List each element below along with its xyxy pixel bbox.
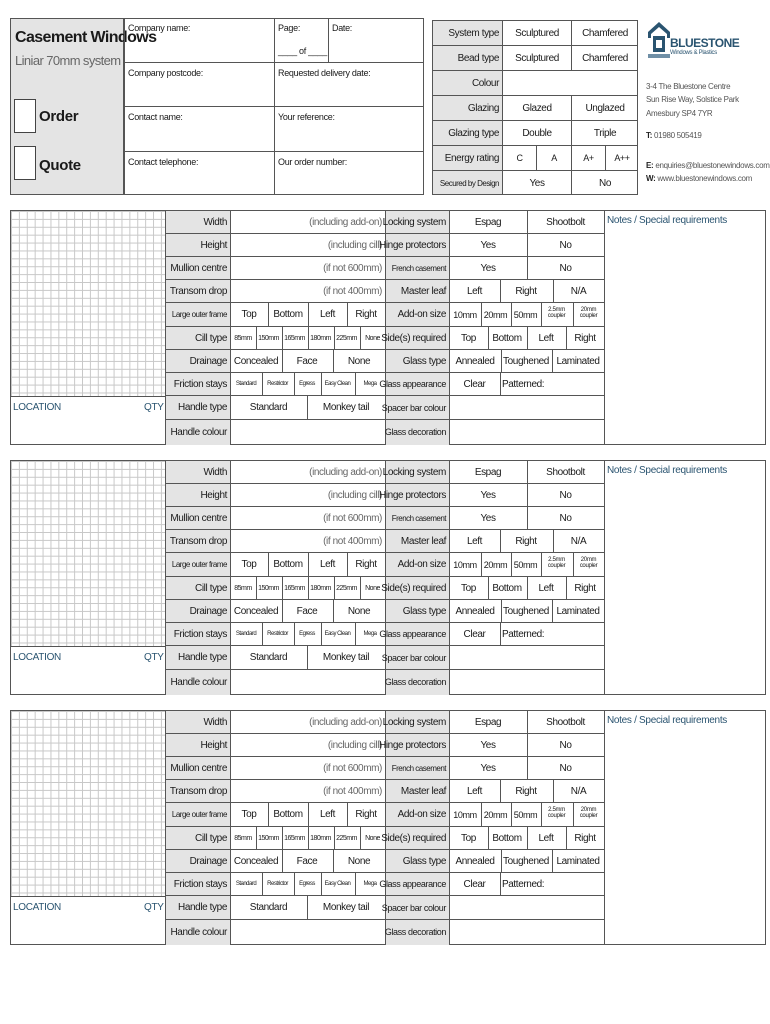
height-label: Height (200, 489, 227, 501)
addon-10mm-option[interactable]: 10mm (453, 809, 477, 820)
energy-aplusplus-option[interactable]: A++ (614, 153, 630, 163)
system-type-chamfered-option[interactable]: Chamfered (582, 27, 628, 39)
locking-espag-option[interactable]: Espag (474, 466, 502, 478)
cill-225-option[interactable]: 225mm (336, 834, 357, 842)
energy-aplus-option[interactable]: A+ (583, 153, 594, 163)
friction-standard-option[interactable]: Standard (235, 631, 257, 637)
handle-colour-label: Handle colour (170, 426, 227, 438)
system-type-label: System type (448, 27, 499, 39)
cill-180-option[interactable]: 180mm (310, 834, 331, 842)
transom-drop-label: Transom drop (169, 535, 227, 547)
glass-laminated-option[interactable]: Laminated (556, 605, 600, 617)
company-email (646, 161, 770, 170)
sides-bottom-option[interactable]: Bottom (492, 832, 522, 844)
bead-type-label: Bead type (457, 52, 499, 64)
sketch-grid[interactable] (11, 211, 165, 396)
locking-espag-option[interactable]: Espag (474, 716, 502, 728)
addon-2-5mm-coupler-option[interactable] (541, 807, 572, 819)
hinge-protectors-label: Hinge protectors (379, 489, 446, 501)
company-address-line1: 3-4 The Bluestone Centre (646, 82, 731, 91)
hinge-no-option[interactable]: No (559, 489, 572, 501)
friction-stays-label: Friction stays (173, 378, 227, 390)
addon-2-5mm-coupler-option[interactable] (541, 557, 572, 569)
location-label: LOCATION (13, 402, 61, 413)
width-label: Width (203, 216, 227, 228)
bluestone-logo (646, 20, 766, 66)
option-divider (500, 622, 501, 645)
handle-monkey-tail-option[interactable]: Monkey tail (322, 652, 370, 663)
large-outer-frame-label: Large outer frame (171, 560, 227, 569)
addon-50mm-option[interactable]: 50mm (513, 809, 538, 820)
order-checkbox[interactable] (14, 99, 36, 133)
bead-type-sculptured-option[interactable]: Sculptured (515, 52, 559, 64)
frame-left-option[interactable]: Left (319, 809, 336, 820)
friction-standard-option[interactable]: Standard (235, 881, 257, 887)
frame-top-option[interactable]: Top (241, 309, 257, 320)
contact-name-field[interactable]: Contact name: (128, 112, 183, 122)
glass-decoration-label: Glass decoration (384, 427, 446, 437)
glass-patterned-field[interactable]: Patterned: (502, 378, 545, 390)
option-divider (500, 372, 501, 395)
locking-espag-option[interactable]: Espag (474, 216, 502, 228)
spacer-bar-colour-label: Spacer bar colour (381, 402, 446, 413)
glass-laminated-option[interactable]: Laminated (556, 855, 600, 867)
french-casement-label: French casement (391, 763, 446, 773)
width-input[interactable]: (including add-on) (309, 216, 382, 228)
addon-20mm-option[interactable]: 20mm (483, 309, 508, 320)
master-leaf-label: Master leaf (400, 535, 446, 547)
requested-delivery-field[interactable]: Requested delivery date: (278, 68, 371, 78)
form-subtitle: Liniar 70mm system (15, 53, 121, 68)
spacer-bar-colour-label: Spacer bar colour (381, 902, 446, 913)
glass-toughened-option[interactable]: Toughened (503, 855, 549, 867)
drainage-label: Drainage (189, 855, 227, 867)
spacer-bar-colour-input[interactable] (450, 896, 604, 919)
large-outer-frame-label: Large outer frame (171, 310, 227, 319)
company-name-field[interactable]: Company name: (128, 23, 191, 33)
drainage-none-option[interactable]: None (347, 855, 371, 867)
master-leaf-right-option[interactable]: Right (515, 785, 537, 797)
frame-left-option[interactable]: Left (319, 559, 336, 570)
glass-annealed-option[interactable]: Annealed (455, 855, 495, 867)
addon-20mm-coupler-option[interactable] (573, 807, 604, 819)
coupler-25-word: coupler (547, 813, 566, 819)
transom-drop-label: Transom drop (169, 285, 227, 297)
sides-left-option[interactable]: Left (538, 582, 554, 594)
cill-225-option[interactable]: 225mm (336, 584, 357, 592)
cill-180-option[interactable]: 180mm (310, 334, 331, 342)
company-postcode-field[interactable]: Company postcode: (128, 68, 203, 78)
bead-type-chamfered-option[interactable]: Chamfered (582, 52, 628, 64)
handle-standard-option[interactable]: Standard (249, 902, 288, 913)
company-address-line2: Sun Rise Way, Solstice Park (646, 95, 739, 104)
french-casement-label: French casement (391, 513, 446, 523)
email-value[interactable]: enquiries@bluestonewindows.com (655, 161, 770, 170)
height-input[interactable]: (including cill) (327, 489, 382, 501)
friction-restrictor-option[interactable]: Restrictor (267, 881, 288, 887)
frame-bottom-option[interactable]: Bottom (273, 559, 303, 570)
cill-165-option[interactable]: 165mm (284, 584, 305, 592)
handle-type-label: Handle type (178, 652, 227, 663)
glass-appearance-label: Glass appearance (379, 379, 446, 389)
energy-rating-label: Energy rating (444, 152, 499, 164)
locking-system-label: Locking system (382, 466, 446, 478)
cill-165-option[interactable]: 165mm (284, 834, 305, 842)
cill-85-option[interactable]: 85mm (234, 834, 252, 842)
glass-decoration-input[interactable] (450, 420, 604, 444)
frame-bottom-option[interactable]: Bottom (273, 309, 303, 320)
locking-shootbolt-option[interactable]: Shootbolt (546, 716, 585, 728)
glass-decoration-label: Glass decoration (384, 927, 446, 937)
cill-150-option[interactable]: 150mm (258, 334, 279, 342)
cill-type-label: Cill type (195, 832, 227, 844)
coupler-25-word: coupler (547, 563, 566, 569)
frame-right-option[interactable]: Right (355, 309, 377, 320)
glass-appearance-label: Glass appearance (379, 629, 446, 639)
glass-decoration-input[interactable] (450, 670, 604, 694)
sketch-grid[interactable] (11, 461, 165, 646)
logo-house-icon (646, 20, 672, 64)
friction-easy-clean-option[interactable]: Easy Clean (324, 381, 351, 387)
cill-none-option[interactable]: None (365, 834, 380, 842)
glass-toughened-option[interactable]: Toughened (503, 355, 549, 367)
master-leaf-right-option[interactable]: Right (515, 535, 537, 547)
hinge-yes-option[interactable]: Yes (480, 739, 496, 751)
addon-20mm-option[interactable]: 20mm (483, 809, 508, 820)
sides-required-label: Side(s) required (381, 332, 446, 344)
coupler-25-size: 2.5mm (548, 557, 565, 563)
glass-patterned-field[interactable]: Patterned: (502, 628, 545, 640)
master-leaf-right-option[interactable]: Right (515, 285, 537, 297)
transom-drop-input[interactable]: (if not 400mm) (323, 285, 382, 297)
mullion-centre-label: Mullion centre (170, 762, 227, 774)
notes-label: Notes / Special requirements (607, 465, 727, 476)
page-of-field[interactable]: ____ of ____ (278, 46, 327, 56)
coupler-20-word: coupler (579, 563, 598, 569)
sides-right-option[interactable]: Right (574, 332, 596, 344)
frame-right-option[interactable]: Right (355, 559, 377, 570)
coupler-20-word: coupler (579, 313, 598, 319)
handle-colour-input[interactable] (231, 670, 385, 694)
master-leaf-left-option[interactable]: Left (466, 785, 483, 797)
locking-shootbolt-option[interactable]: Shootbolt (546, 466, 585, 478)
addon-20mm-coupler-option[interactable] (573, 557, 604, 569)
notes-label: Notes / Special requirements (607, 215, 727, 226)
master-leaf-na-option[interactable]: N/A (570, 535, 587, 547)
coupler-25-size: 2.5mm (548, 807, 565, 813)
cill-type-label: Cill type (195, 332, 227, 344)
tel-value: 01980 505419 (654, 131, 702, 140)
cill-none-option[interactable]: None (365, 584, 380, 592)
unglazed-option[interactable]: Unglazed (585, 102, 625, 114)
colour-label: Colour (471, 77, 499, 89)
friction-stays-label: Friction stays (173, 878, 227, 890)
location-label: LOCATION (13, 652, 61, 663)
double-glazing-option[interactable]: Double (522, 127, 552, 139)
sides-left-option[interactable]: Left (538, 832, 554, 844)
quote-label: Quote (39, 157, 81, 174)
handle-standard-option[interactable]: Standard (249, 402, 288, 413)
hinge-protectors-label: Hinge protectors (379, 739, 446, 751)
friction-mega-option[interactable]: Mega (363, 381, 377, 387)
notes-input[interactable] (605, 480, 765, 694)
cill-165-option[interactable]: 165mm (284, 334, 305, 342)
handle-colour-input[interactable] (231, 920, 385, 944)
glass-toughened-option[interactable]: Toughened (503, 605, 549, 617)
option-divider (500, 872, 501, 895)
spacer-bar-colour-input[interactable] (450, 396, 604, 419)
spacer-bar-colour-label: Spacer bar colour (381, 652, 446, 663)
handle-monkey-tail-option[interactable]: Monkey tail (322, 902, 370, 913)
sides-right-option[interactable]: Right (574, 582, 596, 594)
glass-type-label: Glass type (402, 855, 446, 867)
order-number-field[interactable]: Our order number: (278, 157, 347, 167)
sketch-grid[interactable] (11, 711, 165, 896)
company-telephone (646, 131, 702, 140)
height-label: Height (200, 739, 227, 751)
addon-50mm-option[interactable]: 50mm (513, 309, 538, 320)
friction-stays-label: Friction stays (173, 628, 227, 640)
drainage-face-option[interactable]: Face (296, 605, 318, 617)
cill-85-option[interactable]: 85mm (234, 334, 252, 342)
notes-label: Notes / Special requirements (607, 715, 727, 726)
cill-150-option[interactable]: 150mm (258, 584, 279, 592)
glazing-label: Glazing (467, 102, 499, 114)
hinge-yes-option[interactable]: Yes (480, 239, 496, 251)
glass-clear-option[interactable]: Clear (463, 878, 486, 890)
height-input[interactable]: (including cill) (327, 739, 382, 751)
locking-shootbolt-option[interactable]: Shootbolt (546, 216, 585, 228)
email-label: E: (646, 161, 654, 170)
glazed-option[interactable]: Glazed (522, 102, 552, 114)
addon-20mm-coupler-option[interactable] (573, 307, 604, 319)
drainage-concealed-option[interactable]: Concealed (233, 605, 279, 617)
cill-85-option[interactable]: 85mm (234, 584, 252, 592)
logo-wordmark: BLUESTONE (670, 36, 740, 50)
addon-10mm-option[interactable]: 10mm (453, 559, 477, 570)
addon-50mm-option[interactable]: 50mm (513, 559, 538, 570)
company-website (646, 174, 752, 183)
coupler-20-size: 20mm (580, 307, 597, 313)
order-label: Order (39, 108, 79, 125)
energy-c-option[interactable]: C (516, 153, 523, 163)
handle-standard-option[interactable]: Standard (249, 652, 288, 663)
drainage-concealed-option[interactable]: Concealed (233, 355, 279, 367)
transom-drop-label: Transom drop (169, 785, 227, 797)
form-title: Casement Windows (15, 29, 157, 46)
sides-required-label: Side(s) required (381, 582, 446, 594)
frame-right-option[interactable]: Right (355, 809, 377, 820)
cill-none-option[interactable]: None (365, 334, 380, 342)
friction-easy-clean-option[interactable]: Easy Clean (324, 631, 351, 637)
hinge-no-option[interactable]: No (559, 239, 572, 251)
window-item-block-1 (0, 210, 770, 446)
cill-225-option[interactable]: 225mm (336, 334, 357, 342)
width-input[interactable]: (including add-on) (309, 466, 382, 478)
friction-restrictor-option[interactable]: Restrictor (267, 381, 288, 387)
spacer-bar-colour-input[interactable] (450, 646, 604, 669)
transom-drop-input[interactable]: (if not 400mm) (323, 785, 382, 797)
master-leaf-left-option[interactable]: Left (466, 535, 483, 547)
drainage-label: Drainage (189, 355, 227, 367)
addon-size-label: Add-on size (397, 559, 446, 570)
master-leaf-na-option[interactable]: N/A (570, 785, 587, 797)
height-label: Height (200, 239, 227, 251)
mullion-centre-label: Mullion centre (170, 512, 227, 524)
sides-bottom-option[interactable]: Bottom (492, 582, 522, 594)
page-field[interactable]: Page: (278, 23, 301, 33)
qty-label: QTY (144, 902, 164, 913)
friction-restrictor-option[interactable]: Restrictor (267, 631, 288, 637)
qty-label: QTY (144, 402, 164, 413)
frame-bottom-option[interactable]: Bottom (273, 809, 303, 820)
glass-clear-option[interactable]: Clear (463, 628, 486, 640)
coupler-20-size: 20mm (580, 557, 597, 563)
master-leaf-left-option[interactable]: Left (466, 285, 483, 297)
locking-system-label: Locking system (382, 716, 446, 728)
coupler-25-word: coupler (547, 313, 566, 319)
width-input[interactable]: (including add-on) (309, 716, 382, 728)
french-no-option[interactable]: No (559, 512, 572, 524)
addon-size-label: Add-on size (397, 309, 446, 320)
master-leaf-label: Master leaf (400, 785, 446, 797)
french-yes-option[interactable]: Yes (480, 512, 496, 524)
drainage-face-option[interactable]: Face (296, 355, 318, 367)
large-outer-frame-label: Large outer frame (171, 810, 227, 819)
logo-tagline: Windows & Plastics (670, 50, 717, 56)
transom-drop-input[interactable]: (if not 400mm) (323, 535, 382, 547)
glass-annealed-option[interactable]: Annealed (455, 355, 495, 367)
sides-required-label: Side(s) required (381, 832, 446, 844)
hinge-yes-option[interactable]: Yes (480, 489, 496, 501)
company-address-line3: Amesbury SP4 7YR (646, 109, 713, 118)
contact-telephone-field[interactable]: Contact telephone: (128, 157, 199, 167)
french-casement-label: French casement (391, 263, 446, 273)
locking-system-label: Locking system (382, 216, 446, 228)
french-yes-option[interactable]: Yes (480, 262, 496, 274)
notes-input[interactable] (605, 730, 765, 944)
quote-checkbox[interactable] (14, 146, 36, 180)
glass-appearance-label: Glass appearance (379, 879, 446, 889)
handle-type-label: Handle type (178, 402, 227, 413)
web-value[interactable]: www.bluestonewindows.com (657, 174, 753, 183)
glass-patterned-field[interactable]: Patterned: (502, 878, 545, 890)
drainage-none-option[interactable]: None (347, 355, 371, 367)
addon-2-5mm-coupler-option[interactable] (541, 307, 572, 319)
sides-left-option[interactable]: Left (538, 332, 554, 344)
hinge-no-option[interactable]: No (559, 739, 572, 751)
cill-type-label: Cill type (195, 582, 227, 594)
glass-annealed-option[interactable]: Annealed (455, 605, 495, 617)
friction-egress-option[interactable]: Egress (299, 631, 315, 637)
secured-yes-option[interactable]: Yes (529, 177, 545, 189)
drainage-label: Drainage (189, 605, 227, 617)
tel-label: T: (646, 131, 653, 140)
master-leaf-label: Master leaf (400, 285, 446, 297)
window-item-block-3 (0, 710, 770, 946)
glass-clear-option[interactable]: Clear (463, 378, 486, 390)
web-label: W: (646, 174, 656, 183)
handle-type-label: Handle type (178, 902, 227, 913)
glass-type-label: Glass type (402, 605, 446, 617)
coupler-20-word: coupler (579, 813, 598, 819)
triple-glazing-option[interactable]: Triple (593, 127, 617, 139)
handle-monkey-tail-option[interactable]: Monkey tail (322, 402, 370, 413)
mullion-centre-label: Mullion centre (170, 262, 227, 274)
frame-top-option[interactable]: Top (241, 559, 257, 570)
sides-top-option[interactable]: Top (461, 832, 476, 844)
mullion-centre-input[interactable]: (if not 600mm) (323, 512, 382, 524)
secured-no-option[interactable]: No (599, 177, 611, 189)
addon-20mm-option[interactable]: 20mm (483, 559, 508, 570)
sides-right-option[interactable]: Right (574, 832, 596, 844)
glass-decoration-input[interactable] (450, 920, 604, 944)
mullion-centre-input[interactable]: (if not 600mm) (323, 762, 382, 774)
sides-top-option[interactable]: Top (461, 332, 476, 344)
system-type-sculptured-option[interactable]: Sculptured (515, 27, 559, 39)
glass-decoration-label: Glass decoration (384, 677, 446, 687)
friction-easy-clean-option[interactable]: Easy Clean (324, 881, 351, 887)
friction-egress-option[interactable]: Egress (299, 381, 315, 387)
qty-label: QTY (144, 652, 164, 663)
master-leaf-na-option[interactable]: N/A (570, 285, 587, 297)
drainage-face-option[interactable]: Face (296, 855, 318, 867)
height-input[interactable]: (including cill) (327, 239, 382, 251)
width-label: Width (203, 716, 227, 728)
date-field[interactable]: Date: (332, 23, 353, 33)
window-item-block-2 (0, 460, 770, 696)
frame-top-option[interactable]: Top (241, 809, 257, 820)
drainage-concealed-option[interactable]: Concealed (233, 855, 279, 867)
notes-input[interactable] (605, 230, 765, 444)
glass-type-label: Glass type (402, 355, 446, 367)
addon-size-label: Add-on size (397, 809, 446, 820)
french-no-option[interactable]: No (559, 762, 572, 774)
width-label: Width (203, 466, 227, 478)
mullion-centre-input[interactable]: (if not 600mm) (323, 262, 382, 274)
coupler-20-size: 20mm (580, 807, 597, 813)
energy-a-option[interactable]: A (551, 153, 557, 163)
drainage-none-option[interactable]: None (347, 605, 371, 617)
your-reference-field[interactable]: Your reference: (278, 112, 335, 122)
friction-egress-option[interactable]: Egress (299, 881, 315, 887)
coupler-25-size: 2.5mm (548, 307, 565, 313)
glass-laminated-option[interactable]: Laminated (556, 355, 600, 367)
cill-150-option[interactable]: 150mm (258, 834, 279, 842)
friction-standard-option[interactable]: Standard (235, 381, 257, 387)
colour-input[interactable] (503, 71, 638, 95)
secured-by-design-label: Secured by Design (439, 178, 499, 188)
handle-colour-label: Handle colour (170, 676, 227, 688)
frame-left-option[interactable]: Left (319, 309, 336, 320)
cill-180-option[interactable]: 180mm (310, 584, 331, 592)
addon-10mm-option[interactable]: 10mm (453, 309, 477, 320)
french-yes-option[interactable]: Yes (480, 762, 496, 774)
french-no-option[interactable]: No (559, 262, 572, 274)
friction-mega-option[interactable]: Mega (363, 631, 377, 637)
handle-colour-label: Handle colour (170, 926, 227, 938)
glazing-type-label: Glazing type (448, 127, 499, 139)
hinge-protectors-label: Hinge protectors (379, 239, 446, 251)
friction-mega-option[interactable]: Mega (363, 881, 377, 887)
sides-bottom-option[interactable]: Bottom (492, 332, 522, 344)
sides-top-option[interactable]: Top (461, 582, 476, 594)
handle-colour-input[interactable] (231, 420, 385, 444)
location-label: LOCATION (13, 902, 61, 913)
